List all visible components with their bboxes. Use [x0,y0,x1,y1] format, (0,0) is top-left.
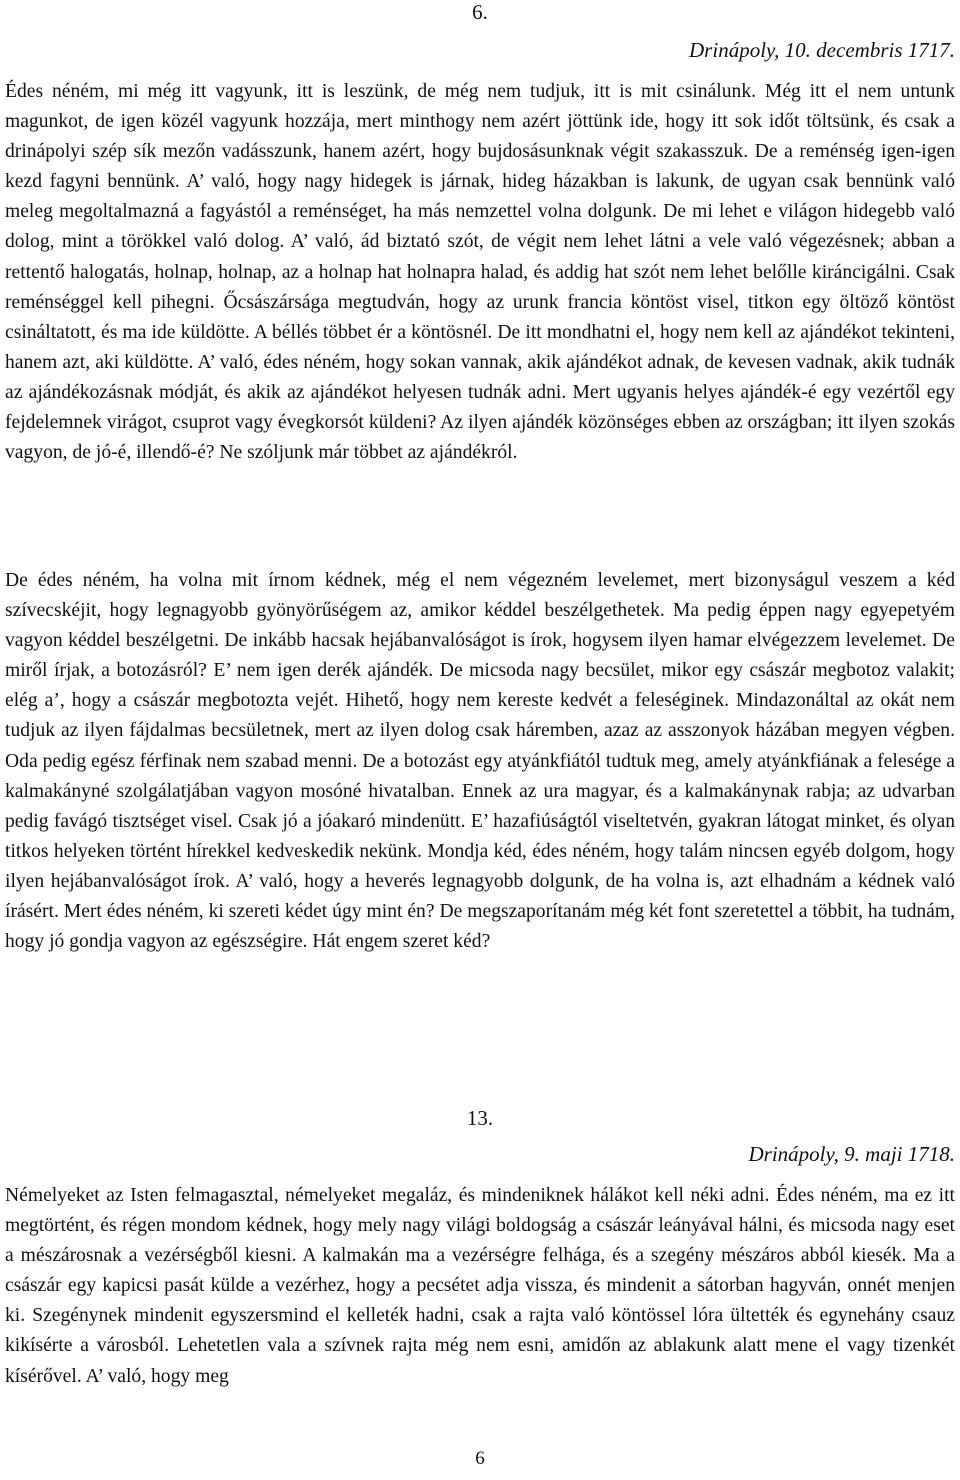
letter-paragraph: De édes néném, ha volna mit írnom kédnek, még el nem végezném levelemet, mert bizonyságul veszem a kéd szívecskéjit, hogy legnagyobb gyönyörűségem az, amikor kéddel beszélgethetek. Ma pedig éppen nagy egyepetyém vagyon kéddel beszélgetni. De inkább hacsak hejábanvalóságot is írok, hogysem ilyen hamar elvégezzem levelemet. De miről írjak, a botozásról? E’ nem igen derék ajándék. De micsoda nagy becsület, mikor egy császár megbotoz valakit; elég a’, hogy a császár megbotozta vejét. Hihető, hogy nem kereste kedvét a feleséginek. Mindazonáltal az okát nem tudjuk az ilyen fájdalmas becsületnek, mert az ilyen dolog csak háremben, azaz az asszonyok házában megyen végben. Oda pedig egész férfinak nem szabad menni. De a botozást egy atyánkfiától tudtuk meg, amely atyánkfiának a felesége a kalmakányné szolgálatjában vagyon mosóné hivatalban. Ennek az ura magyar, és a kalmakánynak rabja; az udvarban pedig favágó tisztséget visel. Csak jó a jóakaró mindenütt. E’ hazafiúságtól viseltetvén, gyakran látogat minket, és olyan titkos helyeken történt hírekkel kedveskedik nekünk. Mondja kéd, édes néném, hogy talám nincsen egyéb dolgom, hogy ilyen hejábanvalóságot írok. A’ való, hogy a heverés legnagyobb dolgunk, de ha volna is, azt elhadnám a kédnek való írásért. Mert édes néném, ki szereti kédet úgy mint én? De megszaporítanám még két font szeretettel a többit, ha tudnám, hogy jó gondja vagyon az egészségire. Hát engem szeret kéd? [5,570,955,953]
letter-number: 6. [472,0,488,24]
letter-dateline: Drinápoly, 10. decembris 1717. [689,38,955,62]
letter-paragraph: Némelyeket az Isten felmagasztal, némelyeket megaláz, és mindeniknek hálákot kell néki adni. Édes néném, ma ez itt megtörtént, és régen mondom kédnek, hogy mely nagy világi boldogság a császár leányával hálni, és micsoda nagy eset a mészárosnak a vezérségből kiesni. A kalmakán ma a vezérségre felhága, és a szegény mészáros abból kiesék. Ma a császár egy kapicsi pasát külde a vezérhez, hogy a pecsétet adja vissza, és mindenit a sátorban hagyván, onnét menjen ki. Szegénynek mindenit egyszersmind el kelleték hadni, csak a rajta való köntössel lóra ültették és egynehány csauz kikísérte a városból. Lehetetlen vala a szívnek rajta még nem esni, amidőn az ablakunk alatt mene el vagy tizenkét kísérővel. A’ való, hogy meg [5,1185,955,1387]
letter-paragraph: Édes néném, mi még itt vagyunk, itt is leszünk, de még nem tudjuk, itt is mit csinálunk. Még itt el nem untunk magunkot, de igen közél vagyunk hozzája, mert minthogy nem azért jöttünk ide, hogy itt sok időt töltsünk, és csak a drinápolyi szép sík mezőn vadásszunk, hanem azért, hogy bujdosásunknak végit szakasszuk. De a reménség igen-igen kezd fagyni bennünk. A’ való, hogy nagy hidegek is járnak, hideg házakban is lakunk, de ugyan csak bennünk való meleg megoltalmazná a fagyástól a reménséget, ha más nemzettel volna dolgunk. De mi lehet e világon hidegebb való dolog, mint a törökkel való dolog. A’ való, ád biztató szót, de végit nem lehet látni a vele való végezésnek; abban a rettentő halogatás, holnap, holnap, az a holnap hat holnapra halad, és addig hat szót nem lehet belőlle kiráncigálni. Csak reménséggel kell pihegni. Őcsászársága megtudván, hogy az urunk francia köntöst visel, titkon egy öltöző köntöst csináltatott, és ma ide küldötte. A béllés többet ér a köntösnél. De itt mondhatni el, hogy nem kell az ajándékot tekinteni, hanem azt, aki küldötte. A’ való, édes néném, hogy sokan vannak, akik ajándékot adnak, de kevesen vadnak, akik tudnák az ajándékozásnak módját, és akik az ajándékot helyesen tudnák adni. Mert ugyanis helyes ajándék-é egy vezértől egy fejdelemnek virágot, csuprot vagy évegkorsót küldeni? Az ilyen ajándék közönséges ebben az országban; itt ilyen szokás vagyon, de jó-é, illendő-é? Ne szóljunk már többet az ajándékról. [5,81,955,464]
letter-number: 13. [466,1106,494,1130]
letter-dateline: Drinápoly, 9. maji 1718. [748,1142,955,1166]
page-number: 6 [475,1448,485,1469]
